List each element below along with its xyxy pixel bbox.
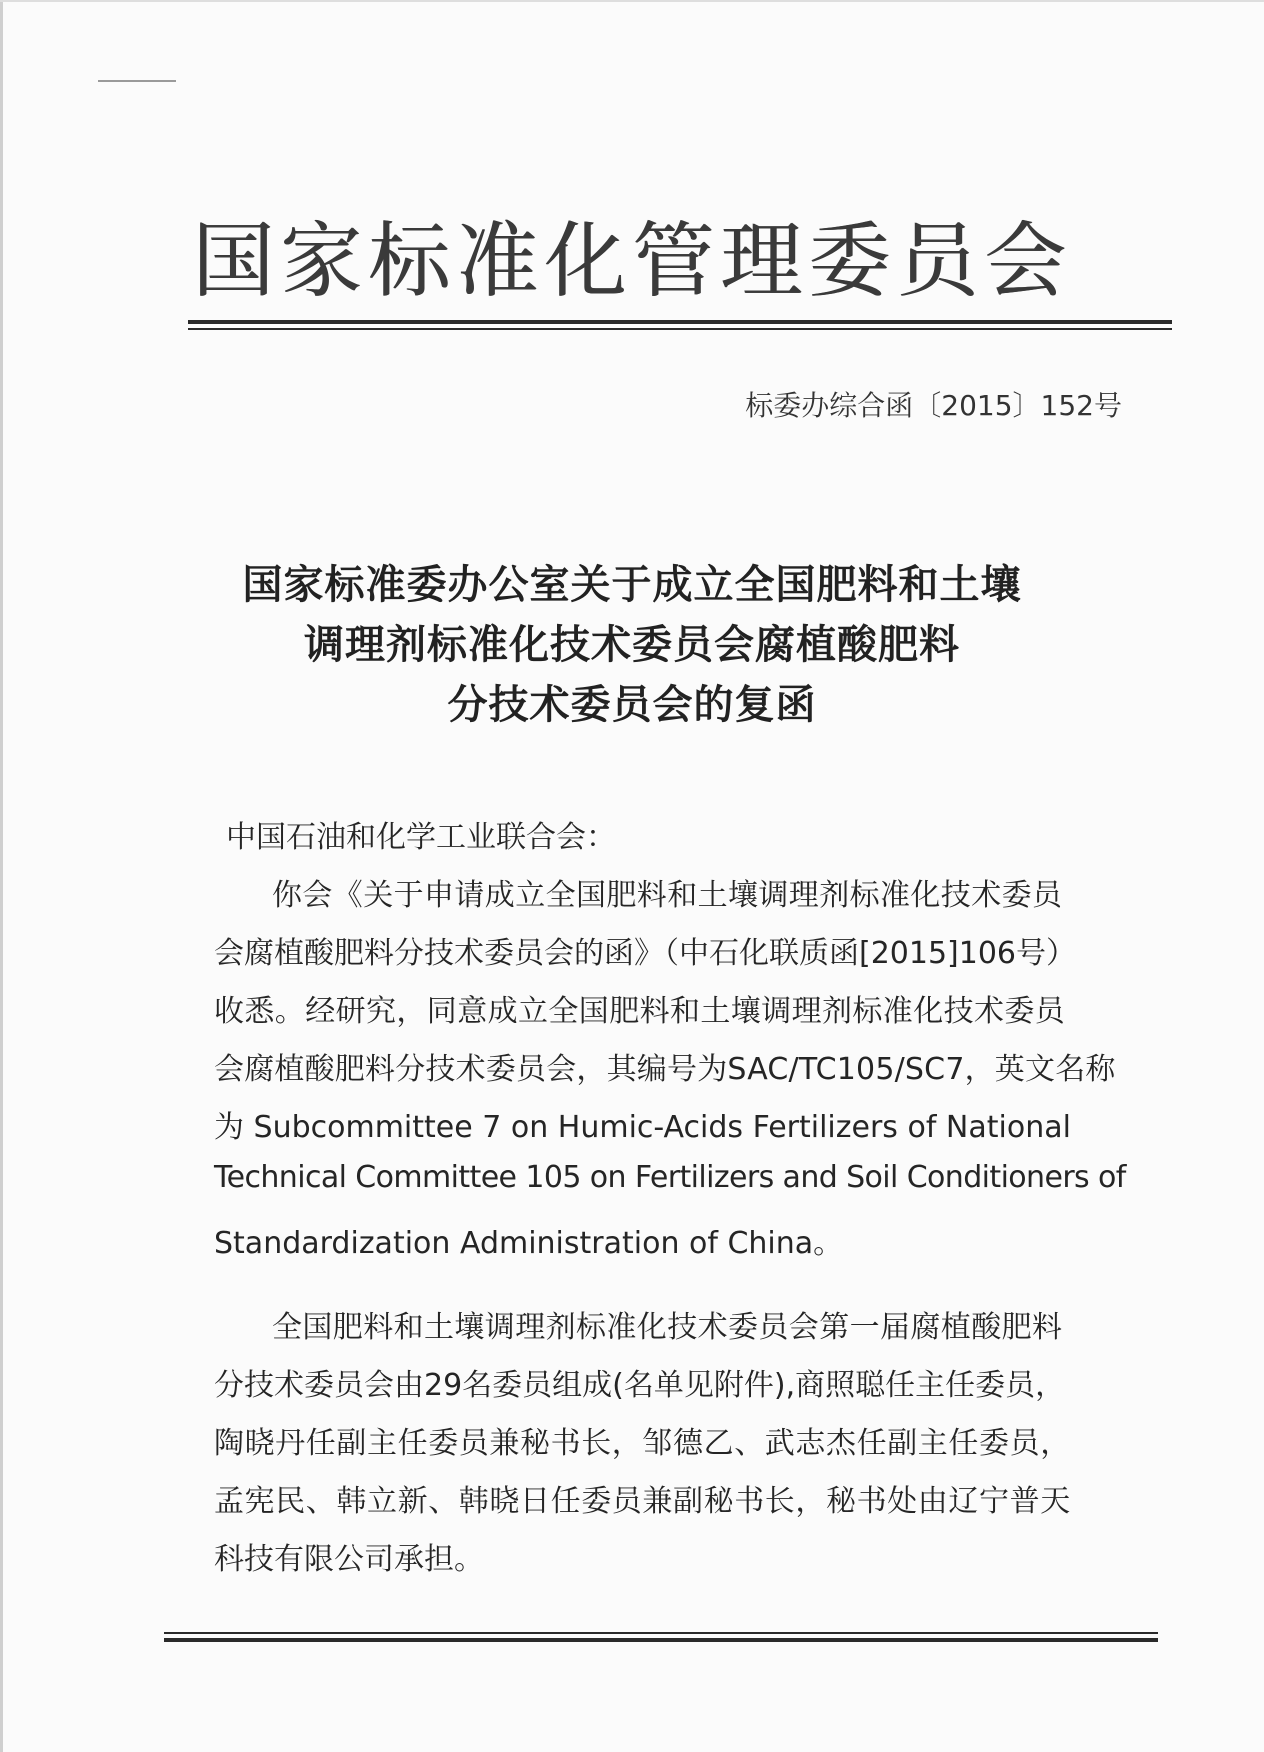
document-number: 标委办综合函〔2015〕152号 <box>745 389 1122 422</box>
body-line: 全国肥料和土壤调理剂标准化技术委员会第一届腐植酸肥料 <box>272 1310 1063 1345</box>
body-line: 会腐植酸肥料分技术委员会，其编号为SAC/TC105/SC7，英文名称 <box>214 1052 1116 1087</box>
body-line: 收悉。经研究，同意成立全国肥料和土壤调理剂标准化技术委员 <box>214 994 1066 1029</box>
body-line: Standardization Administration of China。 <box>214 1226 844 1261</box>
letterhead-agency-name: 国家标准化管理委员会 <box>191 214 1072 309</box>
body-line: 孟宪民、韩立新、韩晓日任委员兼副秘书长，秘书处由辽宁普天 <box>214 1484 1071 1519</box>
title-line: 分技术委员会的复函 <box>447 681 817 728</box>
title-line: 国家标准委办公室关于成立全国肥料和土壤 <box>242 561 1022 608</box>
footer-divider <box>164 1638 1158 1642</box>
body-line: 为 Subcommittee 7 on Humic-Acids Fertilizers of National <box>214 1110 1071 1145</box>
title-line: 调理剂标准化技术委员会腐植酸肥料 <box>304 621 960 668</box>
body-line: 科技有限公司承担。 <box>214 1542 484 1577</box>
scan-edge <box>0 0 1264 2</box>
document-title <box>0 555 1264 735</box>
salutation: 中国石油和化学工业联合会： <box>226 820 616 855</box>
body-line: 你会《关于申请成立全国肥料和土壤调理剂标准化技术委员 <box>272 878 1063 913</box>
body-line: Technical Committee 105 on Fertilizers and Soil Conditioners of <box>214 1160 1126 1195</box>
scan-mark <box>98 80 176 82</box>
letterhead-divider <box>188 320 1172 324</box>
body-line: 分技术委员会由29名委员组成(名单见附件),商照聪任主任委员， <box>214 1368 1066 1403</box>
letterhead-divider <box>188 328 1172 330</box>
body-line: 会腐植酸肥料分技术委员会的函》（中石化联质函[2015]106号） <box>214 936 1077 971</box>
body-line: 陶晓丹任副主任委员兼秘书长，邹德乙、武志杰任副主任委员， <box>214 1426 1071 1461</box>
footer-divider <box>164 1632 1158 1634</box>
